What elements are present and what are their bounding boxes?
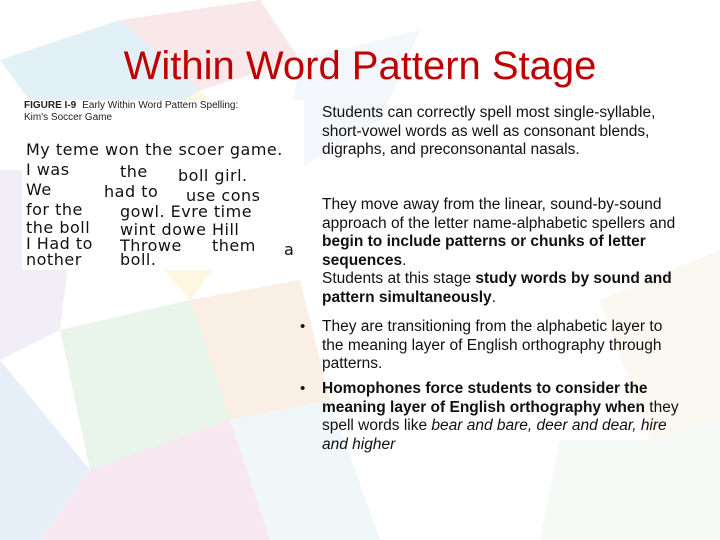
slide-title: Within Word Pattern Stage xyxy=(123,44,597,88)
bullet-homophones-bold: Homophones force students to consider the meaning layer of English orthography when xyxy=(322,380,648,416)
paragraph-study-words-end: . xyxy=(491,288,496,306)
bullet-homophones xyxy=(322,380,682,454)
handwriting-line: boll girl. xyxy=(178,166,248,185)
handwriting-line: gowl. Evre time xyxy=(120,202,253,221)
figure-caption-line1: Early Within Word Pattern Spelling: xyxy=(82,100,239,111)
handwriting-line: boll. xyxy=(120,250,157,269)
figure-caption-line2: Kim's Soccer Game xyxy=(24,112,113,123)
bullet-homophones-text: they spell words like xyxy=(322,398,679,434)
figure-label: FIGURE I-9 xyxy=(24,100,77,111)
handwriting-line: nother xyxy=(26,250,82,269)
handwriting-line: them xyxy=(212,236,256,255)
bullet-homophones-examples: bear and bare, deer and dear, hire and higher xyxy=(322,417,667,453)
paragraph-move-away-bold: begin to include patterns or chunks of letter sequences xyxy=(322,233,646,269)
bullet-transitioning: They are transitioning from the alphabetic layer to the meaning layer of English orthography through patterns. xyxy=(322,318,663,372)
handwriting-line: had to xyxy=(104,182,159,201)
handwriting-sample-figure xyxy=(22,100,304,270)
handwriting-line: for the xyxy=(26,200,83,219)
handwriting-line: the boll xyxy=(26,218,91,237)
paragraph-spelling-ability: Students can correctly spell most single-syllable, short-vowel words as well as consonant blends, digraphs, and preconsonantal nasals. xyxy=(322,104,656,158)
bullet-marker: • xyxy=(300,380,306,397)
bullet-marker: • xyxy=(300,318,306,335)
handwriting-line: Throwe xyxy=(120,236,182,255)
paragraph-move-away-end: . xyxy=(402,251,407,269)
paragraph-study-words xyxy=(322,270,682,307)
figure-caption xyxy=(24,100,238,124)
handwriting-line: wint dowe Hill xyxy=(120,220,240,239)
handwriting-line: We xyxy=(26,180,52,199)
handwriting-line: a xyxy=(284,240,295,259)
handwriting-line: My teme won the scoer game. xyxy=(26,140,283,159)
paragraph-study-words-text: Students at this stage xyxy=(322,270,476,287)
handwriting-line: use cons xyxy=(186,186,261,205)
paragraph-study-words-bold: study words by sound and pattern simultaneously xyxy=(322,270,672,306)
handwriting-line: I Had to xyxy=(26,234,93,253)
paragraph-move-away-text: They move away from the linear, sound-by-sound approach of the letter name-alphabetic spellers and xyxy=(322,196,676,232)
paragraph-move-away xyxy=(322,196,682,270)
handwriting-line: I was xyxy=(26,160,70,179)
handwriting-line: the xyxy=(120,162,148,181)
